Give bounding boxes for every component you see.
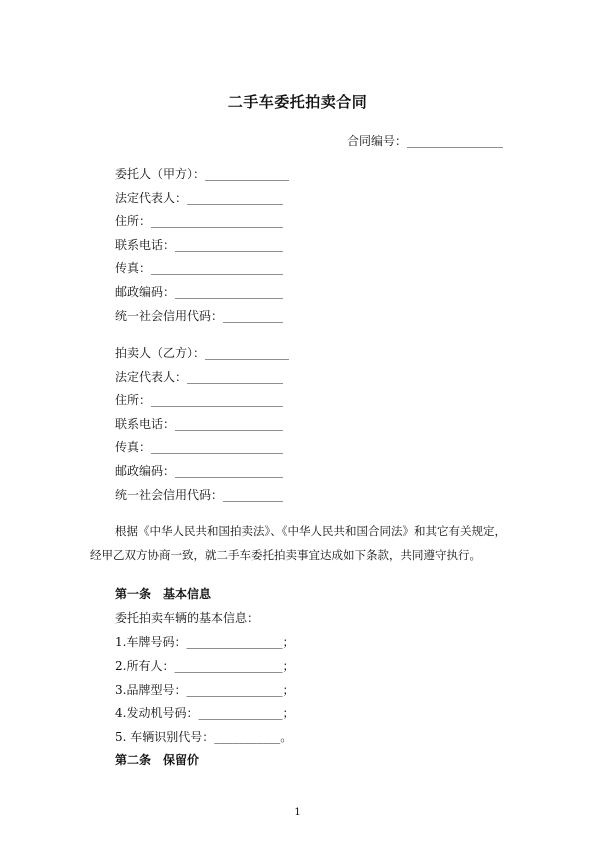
party-b-phone: 联系电话：__________________ (115, 417, 284, 431)
party-a-legal-rep: 法定代表人：________________ (115, 191, 284, 205)
party-b-credit-code: 统一社会信用代码：__________ (115, 488, 284, 502)
article-2-heading: 第二条 保留价 (115, 753, 200, 767)
party-a-credit-code: 统一社会信用代码：__________ (115, 309, 284, 323)
party-b-fax: 传真：______________________ (115, 440, 284, 454)
vehicle-plate-number: 1.车牌号码：________________； (115, 635, 295, 649)
vehicle-vin: 5. 车辆识别代号：___________。 (115, 730, 293, 744)
vehicle-brand-model: 3.品牌型号：________________； (115, 683, 295, 697)
party-b-postcode: 邮政编码：__________________ (115, 464, 284, 478)
vehicle-engine-number: 4.发动机号码：______________； (115, 706, 295, 720)
document-title: 二手车委托拍卖合同 (227, 93, 368, 111)
article-1-heading: 第一条 基本信息 (115, 587, 212, 601)
article-1-lead: 委托拍卖车辆的基本信息： (115, 611, 260, 625)
vehicle-owner: 2.所有人：__________________； (115, 659, 295, 673)
party-a-address: 住所：______________________ (115, 214, 284, 228)
party-a-client: 委托人（甲方）：______________ (115, 167, 290, 181)
party-b-address: 住所：______________________ (115, 393, 284, 407)
party-a-postcode: 邮政编码：__________________ (115, 285, 284, 299)
party-b-legal-rep: 法定代表人：________________ (115, 370, 284, 384)
intro-line-2: 经甲乙双方协商一致，就二手车委托拍卖事宜达成如下条款，共同遵守执行。 (90, 548, 481, 562)
party-a-fax: 传真：______________________ (115, 261, 284, 275)
party-b-auctioneer: 拍卖人（乙方）：______________ (115, 346, 290, 360)
party-a-phone: 联系电话：__________________ (115, 238, 284, 252)
intro-line-1: 根据《中华人民共和国拍卖法》、《中华人民共和国合同法》和其它有关规定， (115, 524, 506, 538)
page-number: 1 (294, 807, 301, 818)
contract-number: 合同编号：________________ (347, 134, 504, 148)
